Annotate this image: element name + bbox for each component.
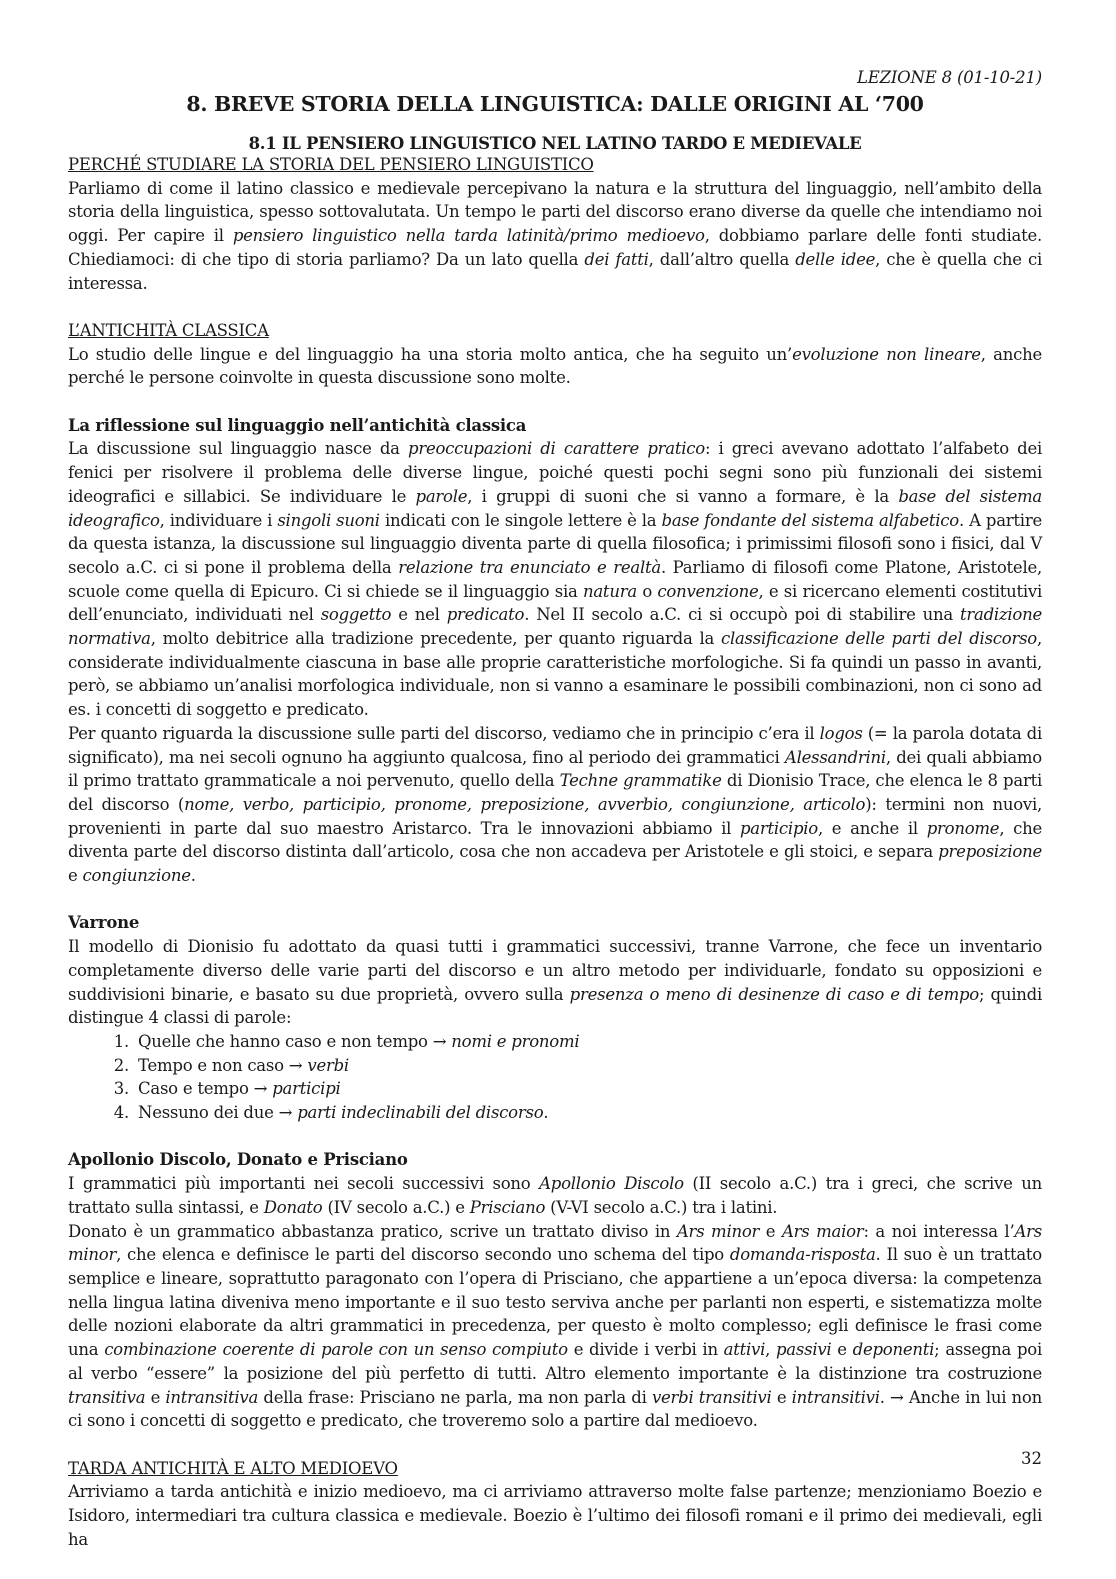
paragraph-varrone: Il modello di Dionisio fu adottato da quasi tutti i grammatici successivi, tranne Varrone, che fece un inventario completamente diverso delle varie parti del discorso e un altro metodo per individuarle, fondato su opposizioni e suddivisioni binarie, e basato su due proprietà, ovvero sulla presenza o meno di desinenze di caso e di tempo; quindi distingue 4 classi di parole: (68, 937, 1042, 1028)
list-item: 3. Caso e tempo → participi (134, 1077, 1042, 1101)
paragraph-riflessione-1: La discussione sul linguaggio nasce da preoccupazioni di carattere pratico: i greci avevano adottato l’alfabeto dei fenici per risolvere il problema delle diverse lingue, poiché questi pochi segni sono più funzionali dei sistemi ideografici e sillabici. Se individuare le parole, i gruppi di suoni che si vanno a formare, è la base del sistema ideografico, individuare i singoli suoni indicati con le singole lettere è la base fondante del sistema alfabetico. A partire da questa istanza, la discussione sul linguaggio diventa parte di quella filosofica; i primissimi filosofi sono i fisici, dal V secolo a.C. ci si pone il problema della relazione tra enunciato e realtà. Parliamo di filosofi come Platone, Aristotele, scuole come quella di Epicuro. Ci si chiede se il linguaggio sia natura o convenzione, e si ricercano elementi costitutivi dell’enunciato, individuati nel soggetto e nel predicato. Nel II secolo a.C. ci si occupò poi di stabilire una tradizione normativa, molto debitrice alla tradizione precedente, per quanto riguarda la classificazione delle parti del discorso, considerate individualmente ciascuna in base alle proprie caratteristiche morfologiche. Si fa quindi un passo in avanti, però, se abbiamo un’analisi morfologica individuale, non si vanno a esaminare le possibili combinazioni, non ci sono ad es. i concetti di soggetto e predicato. (68, 439, 1043, 720)
section-heading-riflessione: La riflessione sul linguaggio nell’antichità classica (68, 415, 527, 435)
page-number: 32 (1021, 1449, 1042, 1468)
section-heading-antichita: L’ANTICHITÀ CLASSICA (68, 320, 269, 340)
paragraph-apollonio-2: Donato è un grammatico abbastanza pratico, scrive un trattato diviso in Ars minor e Ars maior: a noi interessa l’Ars minor, che elenca e definisce le parti del discorso secondo uno schema del tipo domanda-risposta. Il suo è un trattato semplice e lineare, soprattutto paragonato con l’opera di Prisciano, che appartiene a un’epoca diversa: la competenza nella lingua latina diveniva meno importante e il suo testo serviva anche per parlanti non esperti, e sistematizza molte delle nozioni elaborate da altri grammatici in precedenza, per questo è molto complesso; egli definisce le frasi come una combinazione coerente di parole con un senso compiuto e divide i verbi in attivi, passivi e deponenti; assegna poi al verbo “essere” la posizione del più perfetto di tutti. Altro elemento importante è la distinzione tra costruzione transitiva e intransitiva della frase: Prisciano ne parla, ma non parla di verbi transitivi e intransitivi. → Anche in lui non ci sono i concetti di soggetto e predicato, che troveremo solo a partire dal medioevo. (68, 1221, 1042, 1431)
page-title: 8. BREVE STORIA DELLA LINGUISTICA: DALLE ORIGINI AL ‘700 (186, 92, 924, 116)
paragraph-perche: Parliamo di come il latino classico e medievale percepivano la natura e la struttura del linguaggio, nell’ambito della storia della linguistica, spesso sottovalutata. Un tempo le parti del discorso erano diverse da quelle che intendiamo noi oggi. Per capire il pensiero linguistico nella tarda latinità/primo medioevo, dobbiamo parlare delle fonti studiate. Chiediamoci: di che tipo di storia parliamo? Da un lato quella dei fatti, dall’altro quella delle idee, che è quella che ci interessa. (68, 178, 1042, 293)
list-item: 1. Quelle che hanno caso e non tempo → nomi e pronomi (134, 1030, 1042, 1054)
paragraph-riflessione-2: Per quanto riguarda la discussione sulle parti del discorso, vediamo che in principio c’era il logos (= la parola dotata di significato), ma nei secoli ognuno ha aggiunto qualcosa, fino al periodo dei grammatici Alessandrini, dei quali abbiamo il primo trattato grammaticale a noi pervenuto, quello della Techne grammatike di Dionisio Trace, che elenca le 8 parti del discorso (nome, verbo, participio, pronome, preposizione, avverbio, congiunzione, articolo): termini non nuovi, provenienti in parte dal suo maestro Aristarco. Tra le innovazioni abbiamo il participio, e anche il pronome, che diventa parte del discorso distinta dall’articolo, cosa che non accadeva per Aristotele e gli stoici, e separa preposizione e congiunzione. (68, 723, 1043, 886)
word-classes-list (68, 1030, 1042, 1125)
list-item: 4. Nessuno dei due → parti indeclinabili del discorso. (134, 1101, 1042, 1125)
section-heading-apollonio: Apollonio Discolo, Donato e Prisciano (68, 1150, 408, 1170)
list-item: 2. Tempo e non caso → verbi (134, 1054, 1042, 1078)
document-page (68, 62, 1042, 1551)
lesson-label: LEZIONE 8 (01-10-21) (857, 68, 1042, 87)
paragraph-apollonio-1: I grammatici più importanti nei secoli successivi sono Apollonio Discolo (II secolo a.C.) tra i greci, che scrive un trattato sulla sintassi, e Donato (IV secolo a.C.) e Prisciano (V-VI secolo a.C.) tra i latini. (68, 1174, 1042, 1217)
section-heading-tarda-antichita: TARDA ANTICHITÀ E ALTO MEDIOEVO (68, 1458, 398, 1478)
section-heading-varrone: Varrone (68, 913, 140, 933)
paragraph-antichita: Lo studio delle lingue e del linguaggio ha una storia molto antica, che ha seguito un’evoluzione non lineare, anche perché le persone coinvolte in questa discussione sono molte. (68, 344, 1042, 388)
page-subtitle: 8.1 IL PENSIERO LINGUISTICO NEL LATINO TARDO E MEDIEVALE (248, 134, 862, 153)
section-heading-perche: PERCHÉ STUDIARE LA STORIA DEL PENSIERO LINGUISTICO (68, 155, 594, 174)
paragraph-tarda-antichita: Arriviamo a tarda antichità e inizio medioevo, ma ci arriviamo attraverso molte false partenze; menzioniamo Boezio e Isidoro, intermediari tra cultura classica e medievale. Boezio è l’ultimo dei filosofi romani e il primo dei medievali, egli ha (68, 1482, 1042, 1549)
